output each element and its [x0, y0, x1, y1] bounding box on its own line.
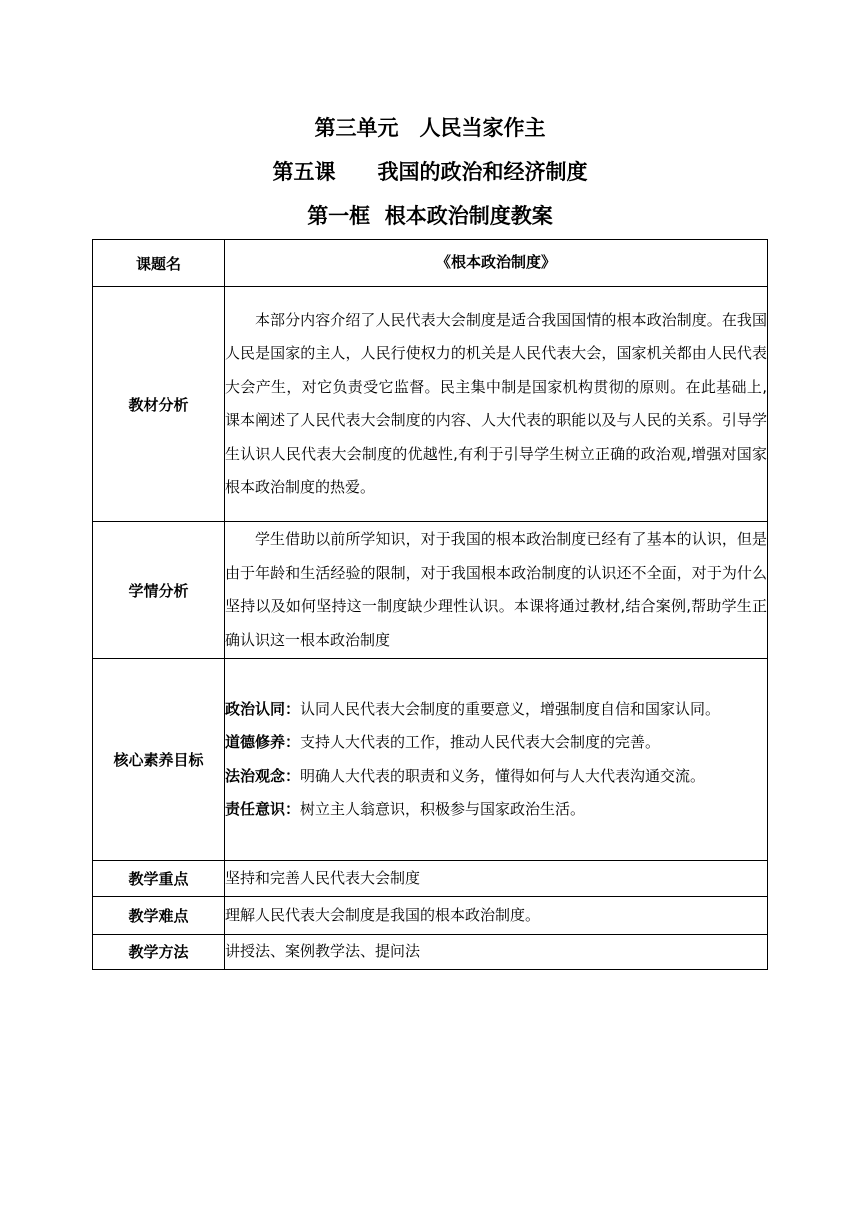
table-row-methods: [93, 935, 768, 970]
goal-text: 树立主人翁意识，积极参与国家政治生活。: [300, 800, 586, 818]
key-point-label: 教学重点: [93, 861, 225, 897]
goal-text: 认同人民代表大会制度的重要意义，增强制度自信和国家认同。: [300, 699, 721, 718]
lesson-title: 第五课 我国的政治和经济制度: [272, 160, 588, 184]
unit-title: 第三单元 人民当家作主: [314, 116, 546, 140]
topic-value: 《根本政治制度》: [225, 240, 768, 287]
methods-text: 讲授法、案例教学法、提问法: [225, 935, 768, 970]
goal-moral-cultivation: [225, 726, 767, 760]
table-row-key-point: [93, 861, 768, 897]
goal-name: 法治观念：: [225, 766, 301, 785]
lesson-plan-table: [92, 239, 768, 970]
goal-text: 支持人大代表的工作，推动人民代表大会制度的完善。: [300, 733, 661, 751]
core-goals-label: 核心素养目标: [93, 659, 225, 861]
student-analysis-cell: [225, 522, 768, 659]
topic-label: 课题名: [93, 240, 225, 287]
student-analysis-label: 学情分析: [93, 522, 225, 659]
table-row-student-analysis: [93, 522, 768, 659]
goal-name: 道德修养：: [225, 733, 301, 751]
table-row-difficulty: [93, 897, 768, 935]
table-row-core-goals: [93, 659, 768, 861]
goal-political-identity: [225, 693, 767, 727]
difficulty-label: 教学难点: [93, 897, 225, 935]
textbook-analysis-text: 本部分内容介绍了人民代表大会制度是适合我国国情的根本政治制度。在我国人民是国家的主人，人民行使权力的机关是人民代表大会，国家机关都由人民代表大会产生，对它负责受它监督。民主集中制是国家机构贯彻的原则。在此基础上,课本阐述了人民代表大会制度的内容、人大代表的职能以及与人民的关系。引导学生认识人民代表大会制度的优越性,有利于引导学生树立正确的政治观,增强对国家根本政治制度的热爱。: [225, 310, 767, 496]
goal-rule-of-law: [225, 760, 767, 794]
goal-text: 明确人大代表的职责和义务，懂得如何与人大代表沟通交流。: [300, 766, 706, 785]
student-analysis-text: 学生借助以前所学知识，对于我国的根本政治制度已经有了基本的认识，但是由于年龄和生活经验的限制，对于我国根本政治制度的认识还不全面，对于为什么坚持以及如何坚持这一制度缺少理性认识。本课将通过教材,结合案例,帮助学生正确认识这一根本政治制度: [225, 530, 767, 649]
textbook-analysis-label: 教材分析: [93, 287, 225, 522]
table-row-textbook-analysis: [93, 287, 768, 522]
difficulty-text: 理解人民代表大会制度是我国的根本政治制度。: [225, 897, 768, 935]
key-point-text: 坚持和完善人民代表大会制度: [225, 861, 768, 897]
methods-label: 教学方法: [93, 935, 225, 970]
core-goals-cell: [225, 659, 768, 861]
section-title: 第一框 根本政治制度教案: [307, 204, 553, 228]
goal-responsibility: [225, 793, 767, 827]
goal-name: 政治认同：: [225, 699, 301, 718]
table-row-topic: [93, 240, 768, 287]
goal-name: 责任意识：: [225, 800, 301, 818]
textbook-analysis-cell: [225, 287, 768, 522]
